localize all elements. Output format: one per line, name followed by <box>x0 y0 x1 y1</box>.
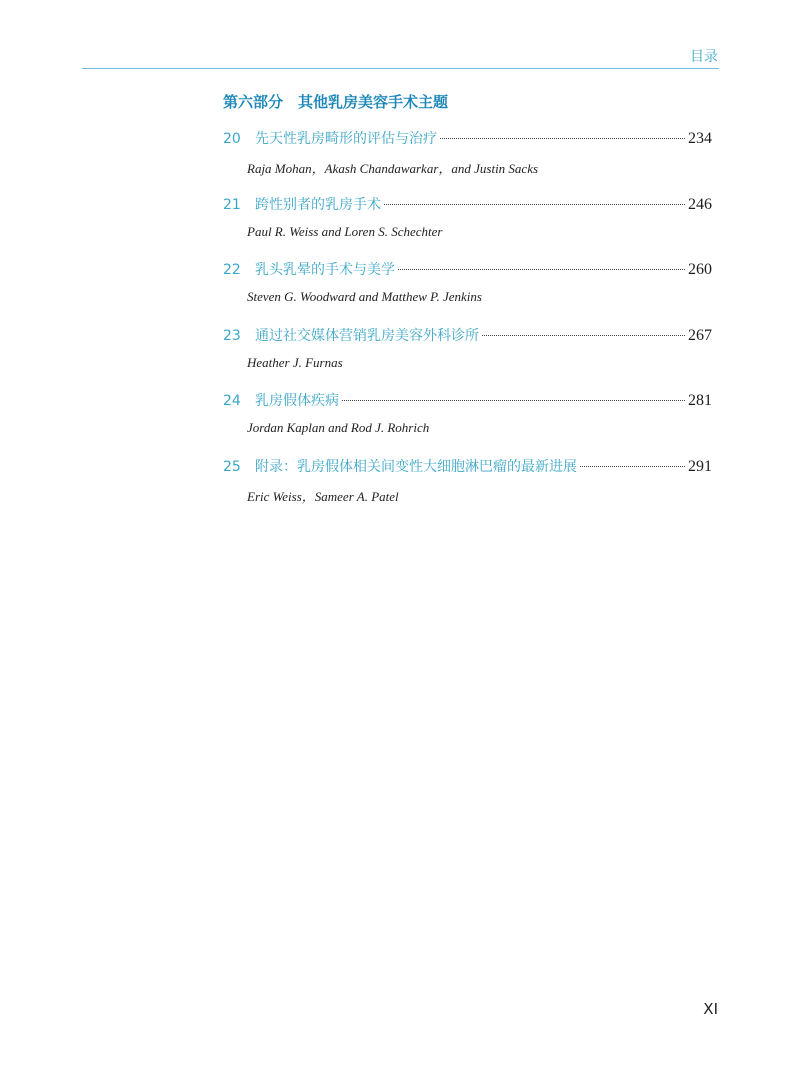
part-title: 第六部分 其他乳房美容手术主题 <box>223 93 449 111</box>
page-number: 291 <box>688 457 712 475</box>
chapter-authors: Eric Weiss，Sameer A. Patel <box>247 488 399 504</box>
toc-entry-line <box>223 259 712 283</box>
dot-leader <box>384 204 685 205</box>
page-number: 246 <box>688 195 712 213</box>
chapter-title: 乳房假体疾病 <box>255 393 339 409</box>
chapter-number: 20 <box>223 131 241 147</box>
chapter-authors: Heather J. Furnas <box>247 354 343 370</box>
chapter-authors: Steven G. Woodward and Matthew P. Jenkins <box>247 289 482 304</box>
dot-leader <box>482 335 685 336</box>
folio-page-number: XI <box>703 1000 718 1018</box>
toc-entry[interactable] <box>223 456 712 522</box>
toc-entry[interactable] <box>223 390 712 456</box>
chapter-number: 21 <box>223 196 241 213</box>
header-rule <box>82 68 719 69</box>
chapter-number: 23 <box>223 327 241 344</box>
chapter-number: 24 <box>223 393 241 409</box>
table-of-contents <box>223 128 712 521</box>
toc-entry-line <box>223 390 712 414</box>
toc-entry-line <box>223 456 712 480</box>
toc-entry[interactable] <box>223 128 712 194</box>
page-number: 267 <box>688 326 712 344</box>
dot-leader <box>398 269 685 270</box>
toc-entry-line <box>223 194 712 218</box>
chapter-title: 通过社交媒体营销乳房美容外科诊所 <box>255 327 479 344</box>
toc-entry[interactable] <box>223 194 712 260</box>
chapter-title: 跨性别者的乳房手术 <box>255 196 381 213</box>
chapter-authors: Raja Mohan，Akash Chandawarkar，and Justin Sacks <box>247 161 539 176</box>
dot-leader <box>440 138 685 139</box>
chapter-number: 25 <box>223 458 241 475</box>
chapter-number: 22 <box>223 262 241 278</box>
toc-entry[interactable] <box>223 325 712 391</box>
dot-leader <box>580 466 685 467</box>
toc-entry-line <box>223 325 712 349</box>
page-number: 234 <box>688 130 712 147</box>
section-label: 目录 <box>690 49 718 65</box>
chapter-title: 乳头乳晕的手术与美学 <box>255 262 395 278</box>
toc-entry-line <box>223 128 712 152</box>
page-number: 260 <box>688 261 712 278</box>
toc-entry[interactable] <box>223 259 712 325</box>
chapter-title: 附录：乳房假体相关间变性大细胞淋巴瘤的最新进展 <box>255 458 577 475</box>
chapter-title: 先天性乳房畸形的评估与治疗 <box>255 131 437 147</box>
dot-leader <box>342 400 685 401</box>
page-number: 281 <box>688 392 712 409</box>
chapter-authors: Jordan Kaplan and Rod J. Rohrich <box>247 420 430 435</box>
chapter-authors: Paul R. Weiss and Loren S. Schechter <box>247 223 443 239</box>
